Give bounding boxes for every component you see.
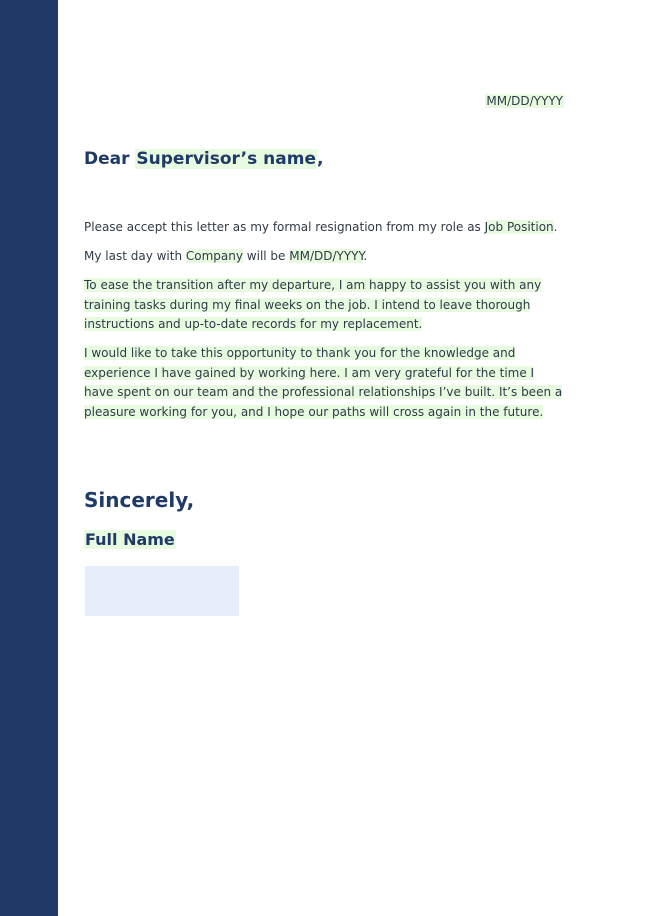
closing: Sincerely, xyxy=(84,488,195,512)
job-position-field[interactable]: Job Position xyxy=(484,220,554,234)
salutation-prefix: Dear xyxy=(84,149,136,169)
salutation xyxy=(84,147,323,171)
paragraph-transition xyxy=(84,276,566,335)
paragraph1-text-after: . xyxy=(553,220,558,234)
paragraph-resignation xyxy=(84,218,566,238)
transition-text-field[interactable]: To ease the transition after my departure, I am happy to assist you with any training tasks during my final weeks on the job. I intend to leave thorough instructions and up-to-date records for my replacement. xyxy=(84,278,542,332)
supervisor-name-field[interactable]: Supervisor’s name xyxy=(136,149,316,169)
date-field[interactable]: MM/DD/YYYY xyxy=(486,94,563,108)
paragraph-thanks xyxy=(84,344,566,422)
signature-box[interactable] xyxy=(85,566,239,616)
company-field[interactable]: Company xyxy=(185,249,243,263)
decorative-sidebar xyxy=(0,0,58,916)
paragraph2-text-before: My last day with xyxy=(84,249,186,263)
full-name-line xyxy=(84,527,176,552)
paragraph2-text-middle: will be xyxy=(242,249,290,263)
full-name-field[interactable]: Full Name xyxy=(85,530,175,549)
letter-content xyxy=(84,0,566,916)
paragraph-last-day xyxy=(84,247,566,267)
salutation-suffix: , xyxy=(316,149,324,169)
paragraph1-text-before: Please accept this letter as my formal resignation from my role as xyxy=(84,220,485,234)
paragraph2-text-after: . xyxy=(363,249,368,263)
date-line xyxy=(485,92,564,110)
last-day-field[interactable]: MM/DD/YYYY xyxy=(289,249,364,263)
thanks-text-field[interactable]: I would like to take this opportunity to thank you for the knowledge and experience I have gained by working here. I am very grateful for the time I have spent on our team and the professional relationships I’ve built. It’s been a pleasure working for you, and I hope our paths will cross again in the future. xyxy=(84,346,563,419)
